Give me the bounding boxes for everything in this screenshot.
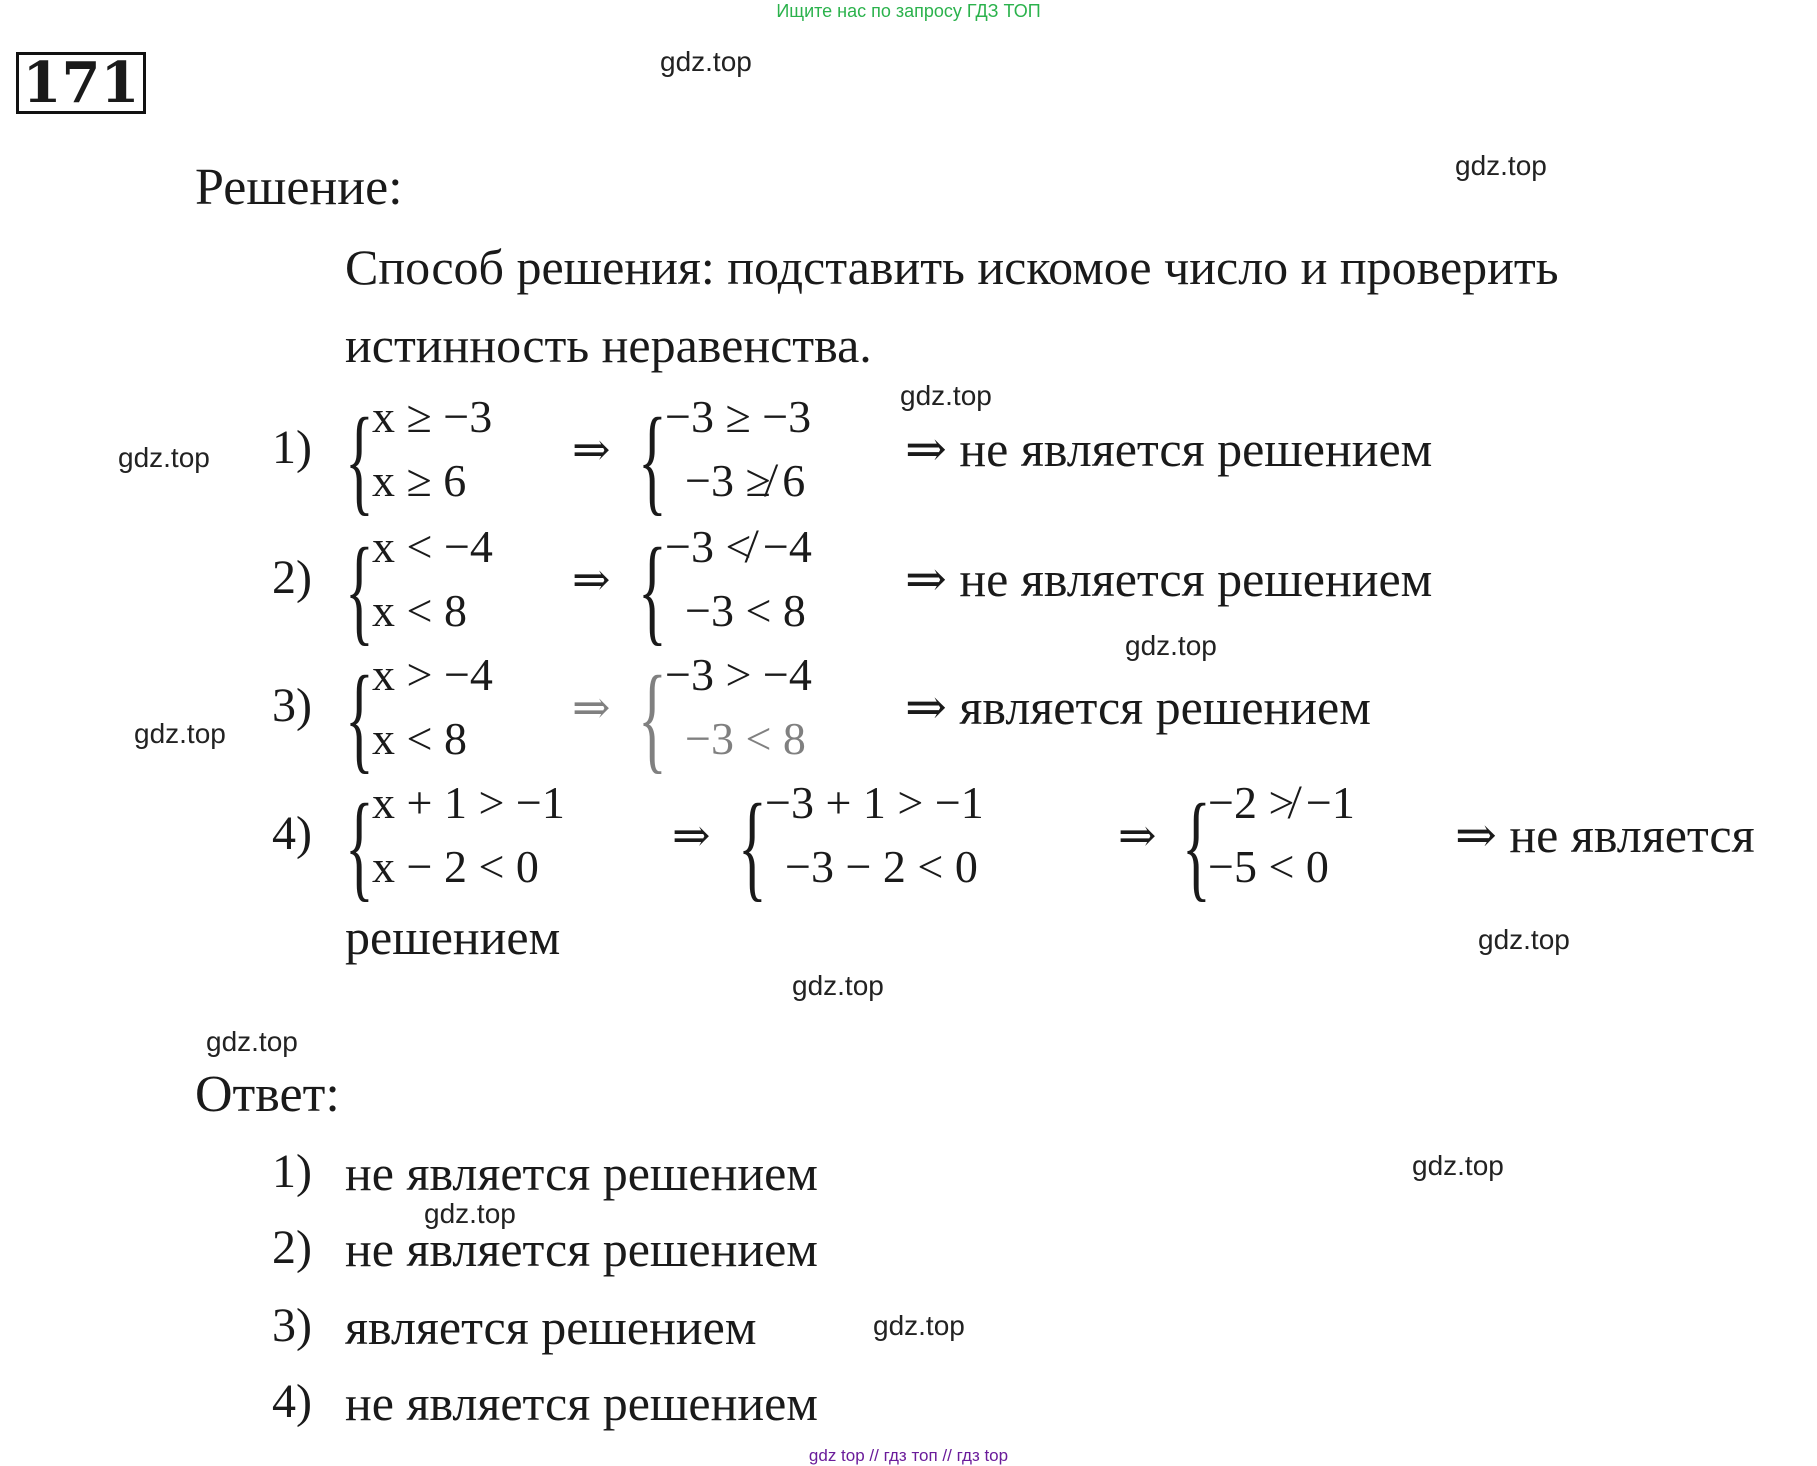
step-result: ⇒ не является решением: [905, 421, 1433, 477]
left-brace: {: [738, 779, 767, 912]
left-brace: {: [345, 651, 374, 784]
answer-label: 1): [272, 1145, 312, 1198]
answer-text: является решением: [345, 1299, 757, 1355]
answer-label: 2): [272, 1221, 312, 1274]
inequality: −3 + 1 > −1: [765, 777, 984, 828]
step-result: ⇒ не является: [1455, 807, 1755, 863]
implies-symbol: ⇒: [572, 682, 611, 733]
system-1: [372, 515, 493, 643]
inequality: x < 8: [372, 713, 467, 764]
system-2: [765, 771, 984, 899]
implies-symbol: ⇒: [1118, 810, 1157, 861]
system-1: [372, 771, 565, 899]
inequality: −5 < 0: [1208, 841, 1329, 892]
inequality: −3 − 2 < 0: [785, 841, 978, 892]
watermark: gdz.top: [792, 970, 884, 1001]
method-line-2: истинность неравенства.: [345, 317, 872, 373]
implies-symbol: ⇒: [672, 810, 711, 861]
inequality: −3 ≥ −3: [665, 391, 812, 442]
system-1: [372, 643, 493, 771]
inequality: x + 1 > −1: [372, 777, 565, 828]
step-result-continued: решением: [345, 909, 561, 965]
system-1: [372, 385, 492, 513]
answer-text: не является решением: [345, 1221, 818, 1277]
left-brace: {: [345, 523, 374, 656]
answer-label: 3): [272, 1299, 312, 1352]
watermark: gdz.top: [1412, 1150, 1504, 1181]
watermark: gdz.top: [118, 442, 210, 473]
step-label: 1): [272, 421, 312, 474]
watermark: gdz.top: [1125, 630, 1217, 661]
watermark: gdz.top: [206, 1026, 298, 1057]
footer-links: gdz top // гдз топ // гдз top: [808, 1446, 1009, 1465]
answer-heading: Ответ:: [195, 1066, 340, 1123]
implies-symbol: ⇒: [572, 554, 611, 605]
inequality: x > −4: [372, 649, 493, 700]
watermark: gdz.top: [134, 718, 226, 749]
inequality: −3 > −4: [665, 649, 812, 700]
watermark: gdz.top: [1478, 924, 1570, 955]
system-2: [665, 643, 812, 771]
top-banner: Ищите нас по запросу ГДЗ ТОП: [776, 1, 1041, 21]
watermark: gdz.top: [873, 1310, 965, 1341]
problem-number: 171: [16, 52, 146, 114]
inequality: −2 ≯ −1: [1208, 777, 1355, 828]
left-brace: {: [638, 651, 667, 784]
inequality: −3 < 8: [685, 713, 806, 764]
answer-text: не является решением: [345, 1145, 818, 1201]
left-brace: {: [638, 393, 667, 526]
left-brace: {: [638, 523, 667, 656]
step-label: 3): [272, 679, 312, 732]
inequality: x < 8: [372, 585, 467, 636]
step-result: ⇒ является решением: [905, 679, 1371, 735]
system-2: [665, 385, 811, 513]
inequality: −3 ≮ −4: [665, 521, 812, 572]
system-2: [665, 515, 812, 643]
step-label: 4): [272, 807, 312, 860]
inequality: x − 2 < 0: [372, 841, 539, 892]
inequality: x ≥ −3: [372, 391, 493, 442]
inequality: x ≥ 6: [372, 455, 467, 506]
watermark: gdz.top: [660, 46, 752, 77]
step-label: 2): [272, 551, 312, 604]
answer-text: не является решением: [345, 1375, 818, 1431]
system-3: [1208, 771, 1355, 899]
solution-heading: Решение:: [195, 159, 403, 216]
watermark: gdz.top: [900, 380, 992, 411]
method-line-1: Способ решения: подставить искомое число и проверить: [345, 239, 1559, 295]
answer-label: 4): [272, 1375, 312, 1428]
inequality: −3 ≱ 6: [685, 455, 806, 506]
left-brace: {: [345, 779, 374, 912]
implies-symbol: ⇒: [572, 424, 611, 475]
watermark: gdz.top: [424, 1198, 516, 1229]
left-brace: {: [345, 393, 374, 526]
left-brace: {: [1182, 779, 1211, 912]
inequality: x < −4: [372, 521, 493, 572]
watermark: gdz.top: [1455, 150, 1547, 181]
inequality: −3 < 8: [685, 585, 806, 636]
step-result: ⇒ не является решением: [905, 551, 1433, 607]
